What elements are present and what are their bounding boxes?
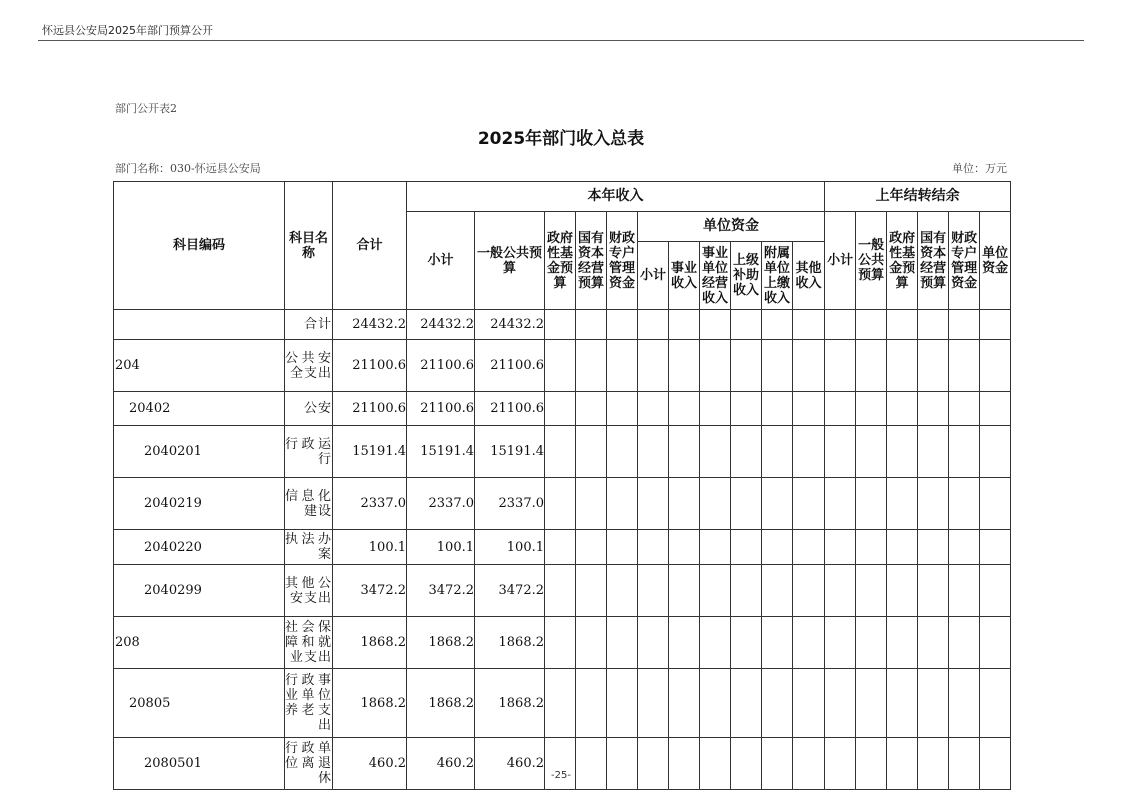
cell-empty [607, 669, 638, 738]
table-row [114, 738, 1011, 790]
cell-empty [793, 738, 825, 790]
table-row [114, 565, 1011, 617]
cell-code: 20805 [114, 669, 285, 738]
cell-empty [576, 530, 607, 565]
cell-total: 24432.2 [333, 310, 407, 340]
cell-empty [918, 478, 949, 530]
cell-general-budget: 3472.2 [475, 565, 545, 617]
cell-empty [731, 392, 762, 426]
cell-total: 1868.2 [333, 669, 407, 738]
cell-name: 公安 [285, 392, 333, 426]
cell-empty [762, 669, 793, 738]
col-affiliated-income: 附属单位上缴收入 [762, 242, 793, 310]
cell-empty [731, 310, 762, 340]
cell-empty [638, 617, 669, 669]
cell-subtotal: 460.2 [407, 738, 475, 790]
col-state-capital: 国有资本经营预算 [576, 212, 607, 310]
cell-empty [669, 310, 700, 340]
cell-empty [918, 340, 949, 392]
cell-empty [669, 738, 700, 790]
cell-empty [918, 617, 949, 669]
table-number: 部门公开表2 [115, 102, 177, 115]
cell-empty [918, 392, 949, 426]
col-total: 合计 [333, 182, 407, 310]
cell-empty [918, 426, 949, 478]
cell-empty [980, 392, 1011, 426]
cell-empty [576, 478, 607, 530]
cell-empty [545, 617, 576, 669]
cell-empty [949, 340, 980, 392]
cell-empty [793, 478, 825, 530]
cell-empty [887, 392, 918, 426]
cell-empty [638, 426, 669, 478]
cell-empty [607, 738, 638, 790]
cell-empty [793, 530, 825, 565]
cell-empty [856, 426, 887, 478]
cell-general-budget: 15191.4 [475, 426, 545, 478]
cell-empty [762, 565, 793, 617]
cell-subtotal: 21100.6 [407, 340, 475, 392]
cell-general-budget: 21100.6 [475, 392, 545, 426]
cell-subtotal: 2337.0 [407, 478, 475, 530]
cell-empty [669, 478, 700, 530]
cell-subtotal: 1868.2 [407, 617, 475, 669]
cell-empty [576, 617, 607, 669]
cell-empty [887, 426, 918, 478]
cell-empty [856, 738, 887, 790]
cell-general-budget: 21100.6 [475, 340, 545, 392]
cell-empty [918, 565, 949, 617]
cell-empty [949, 669, 980, 738]
cell-empty [856, 530, 887, 565]
cell-subtotal: 15191.4 [407, 426, 475, 478]
cell-empty [949, 392, 980, 426]
cell-code: 2040299 [114, 565, 285, 617]
cell-empty [825, 669, 856, 738]
cell-general-budget: 1868.2 [475, 617, 545, 669]
cell-empty [887, 310, 918, 340]
cell-empty [731, 530, 762, 565]
cell-empty [545, 738, 576, 790]
cell-empty [545, 669, 576, 738]
cell-empty [856, 565, 887, 617]
col-carry-subtotal: 小计 [825, 212, 856, 310]
cell-empty [576, 738, 607, 790]
col-carry-special: 财政专户管理资金 [949, 212, 980, 310]
cell-empty [607, 530, 638, 565]
cell-empty [669, 340, 700, 392]
cell-empty [856, 478, 887, 530]
cell-subtotal: 24432.2 [407, 310, 475, 340]
cell-name: 公共安全支出 [285, 340, 333, 392]
cell-empty [576, 340, 607, 392]
cell-code: 2040219 [114, 478, 285, 530]
cell-empty [949, 565, 980, 617]
cell-empty [825, 738, 856, 790]
cell-empty [607, 340, 638, 392]
cell-empty [825, 478, 856, 530]
table-row [114, 392, 1011, 426]
cell-empty [762, 530, 793, 565]
cell-empty [887, 565, 918, 617]
cell-total: 3472.2 [333, 565, 407, 617]
cell-empty [545, 310, 576, 340]
cell-empty [762, 340, 793, 392]
unit-label: 单位：万元 [952, 162, 1007, 175]
col-carry-fund: 政府性基金预算 [887, 212, 918, 310]
cell-empty [918, 669, 949, 738]
cell-empty [980, 426, 1011, 478]
table-row [114, 478, 1011, 530]
cell-empty [980, 738, 1011, 790]
table-body [114, 310, 1011, 790]
cell-subtotal: 3472.2 [407, 565, 475, 617]
cell-total: 21100.6 [333, 340, 407, 392]
cell-empty [793, 617, 825, 669]
col-subsidy-income: 上级补助收入 [731, 242, 762, 310]
cell-empty [825, 530, 856, 565]
cell-code: 2080501 [114, 738, 285, 790]
cell-empty [793, 310, 825, 340]
cell-empty [856, 669, 887, 738]
cell-empty [762, 617, 793, 669]
cell-empty [731, 669, 762, 738]
cell-empty [576, 669, 607, 738]
cell-empty [762, 426, 793, 478]
cell-name: 执法办案 [285, 530, 333, 565]
cell-empty [638, 669, 669, 738]
cell-empty [887, 617, 918, 669]
cell-code: 2040220 [114, 530, 285, 565]
cell-total: 21100.6 [333, 392, 407, 426]
cell-empty [980, 669, 1011, 738]
col-name: 科目名称 [285, 182, 333, 310]
table-row [114, 426, 1011, 478]
cell-general-budget: 100.1 [475, 530, 545, 565]
cell-empty [793, 340, 825, 392]
col-unit-subtotal: 小计 [638, 242, 669, 310]
cell-empty [731, 565, 762, 617]
cell-empty [762, 392, 793, 426]
page-title: 2025年部门收入总表 [477, 129, 645, 149]
col-other-income: 其他收入 [793, 242, 825, 310]
cell-empty [825, 392, 856, 426]
cell-empty [918, 738, 949, 790]
cell-total: 15191.4 [333, 426, 407, 478]
cell-empty [731, 738, 762, 790]
cell-general-budget: 2337.0 [475, 478, 545, 530]
cell-name: 行政事业单位养老支出 [285, 669, 333, 738]
col-unit-funds: 单位资金 [638, 212, 825, 242]
cell-empty [700, 738, 731, 790]
cell-empty [980, 565, 1011, 617]
document-header: 怀远县公安局2025年部门预算公开 [42, 24, 213, 37]
cell-empty [980, 310, 1011, 340]
cell-empty [545, 530, 576, 565]
cell-empty [607, 426, 638, 478]
cell-empty [762, 310, 793, 340]
cell-empty [545, 478, 576, 530]
cell-empty [793, 426, 825, 478]
cell-empty [607, 565, 638, 617]
col-fund-budget: 政府性基金预算 [545, 212, 576, 310]
cell-empty [607, 617, 638, 669]
cell-name: 行政运行 [285, 426, 333, 478]
col-carry-general: 一般公共预算 [856, 212, 887, 310]
cell-empty [576, 392, 607, 426]
cell-empty [638, 310, 669, 340]
cell-code: 20402 [114, 392, 285, 426]
page-number: -25- [551, 770, 571, 781]
cell-empty [825, 310, 856, 340]
col-subtotal: 小计 [407, 212, 475, 310]
cell-empty [638, 392, 669, 426]
cell-general-budget: 460.2 [475, 738, 545, 790]
cell-empty [731, 426, 762, 478]
cell-empty [949, 530, 980, 565]
cell-empty [887, 669, 918, 738]
cell-empty [949, 478, 980, 530]
cell-empty [980, 478, 1011, 530]
cell-empty [576, 310, 607, 340]
cell-empty [918, 310, 949, 340]
cell-empty [793, 392, 825, 426]
cell-empty [762, 478, 793, 530]
cell-empty [793, 565, 825, 617]
cell-empty [856, 310, 887, 340]
income-summary-table [113, 181, 1011, 790]
cell-empty [980, 617, 1011, 669]
cell-empty [918, 530, 949, 565]
cell-empty [669, 392, 700, 426]
header-rule [38, 40, 1084, 41]
cell-empty [545, 340, 576, 392]
cell-code: 208 [114, 617, 285, 669]
col-carryover: 上年结转结余 [825, 182, 1011, 212]
cell-empty [607, 310, 638, 340]
cell-name: 信息化建设 [285, 478, 333, 530]
cell-empty [856, 617, 887, 669]
cell-empty [700, 426, 731, 478]
cell-empty [638, 565, 669, 617]
cell-empty [700, 310, 731, 340]
cell-general-budget: 1868.2 [475, 669, 545, 738]
cell-name: 其他公安支出 [285, 565, 333, 617]
cell-empty [669, 530, 700, 565]
cell-general-budget: 24432.2 [475, 310, 545, 340]
cell-empty [700, 530, 731, 565]
cell-empty [607, 392, 638, 426]
cell-subtotal: 1868.2 [407, 669, 475, 738]
cell-empty [576, 426, 607, 478]
cell-empty [825, 340, 856, 392]
col-current-year: 本年收入 [407, 182, 825, 212]
cell-empty [825, 426, 856, 478]
cell-empty [638, 738, 669, 790]
cell-name: 社会保障和就业支出 [285, 617, 333, 669]
cell-empty [949, 310, 980, 340]
cell-code: 204 [114, 340, 285, 392]
col-special-fund: 财政专户管理资金 [607, 212, 638, 310]
cell-empty [638, 530, 669, 565]
cell-empty [669, 426, 700, 478]
cell-empty [949, 617, 980, 669]
col-code: 科目编码 [114, 182, 285, 310]
cell-empty [700, 669, 731, 738]
cell-empty [700, 340, 731, 392]
cell-empty [825, 617, 856, 669]
col-business-income: 事业收入 [669, 242, 700, 310]
cell-empty [638, 340, 669, 392]
cell-empty [545, 565, 576, 617]
table-row [114, 340, 1011, 392]
col-carry-unit: 单位资金 [980, 212, 1011, 310]
cell-total: 2337.0 [333, 478, 407, 530]
department-label: 部门名称：030-怀远县公安局 [115, 162, 261, 175]
cell-empty [887, 478, 918, 530]
cell-empty [545, 426, 576, 478]
cell-total: 460.2 [333, 738, 407, 790]
cell-empty [607, 478, 638, 530]
cell-empty [887, 738, 918, 790]
cell-empty [700, 392, 731, 426]
cell-empty [793, 669, 825, 738]
cell-empty [669, 617, 700, 669]
cell-code: 2040201 [114, 426, 285, 478]
cell-empty [949, 426, 980, 478]
table-row [114, 617, 1011, 669]
cell-empty [545, 392, 576, 426]
cell-name: 行政单位离退休 [285, 738, 333, 790]
cell-empty [669, 669, 700, 738]
cell-total: 100.1 [333, 530, 407, 565]
col-general-budget: 一般公共预算 [475, 212, 545, 310]
cell-empty [700, 478, 731, 530]
cell-empty [980, 340, 1011, 392]
cell-empty [700, 617, 731, 669]
table-row [114, 530, 1011, 565]
cell-empty [887, 530, 918, 565]
table-row [114, 310, 1011, 340]
cell-empty [856, 392, 887, 426]
cell-name: 合计 [285, 310, 333, 340]
col-operating-income: 事业单位经营收入 [700, 242, 731, 310]
cell-empty [949, 738, 980, 790]
cell-empty [980, 530, 1011, 565]
cell-total: 1868.2 [333, 617, 407, 669]
cell-empty [762, 738, 793, 790]
cell-empty [887, 340, 918, 392]
cell-empty [856, 340, 887, 392]
table-row [114, 669, 1011, 738]
cell-subtotal: 21100.6 [407, 392, 475, 426]
cell-empty [669, 565, 700, 617]
cell-empty [700, 565, 731, 617]
cell-empty [825, 565, 856, 617]
cell-empty [731, 617, 762, 669]
cell-subtotal: 100.1 [407, 530, 475, 565]
cell-empty [731, 478, 762, 530]
cell-empty [731, 340, 762, 392]
col-carry-state: 国有资本经营预算 [918, 212, 949, 310]
cell-empty [576, 565, 607, 617]
cell-code [114, 310, 285, 340]
cell-empty [638, 478, 669, 530]
